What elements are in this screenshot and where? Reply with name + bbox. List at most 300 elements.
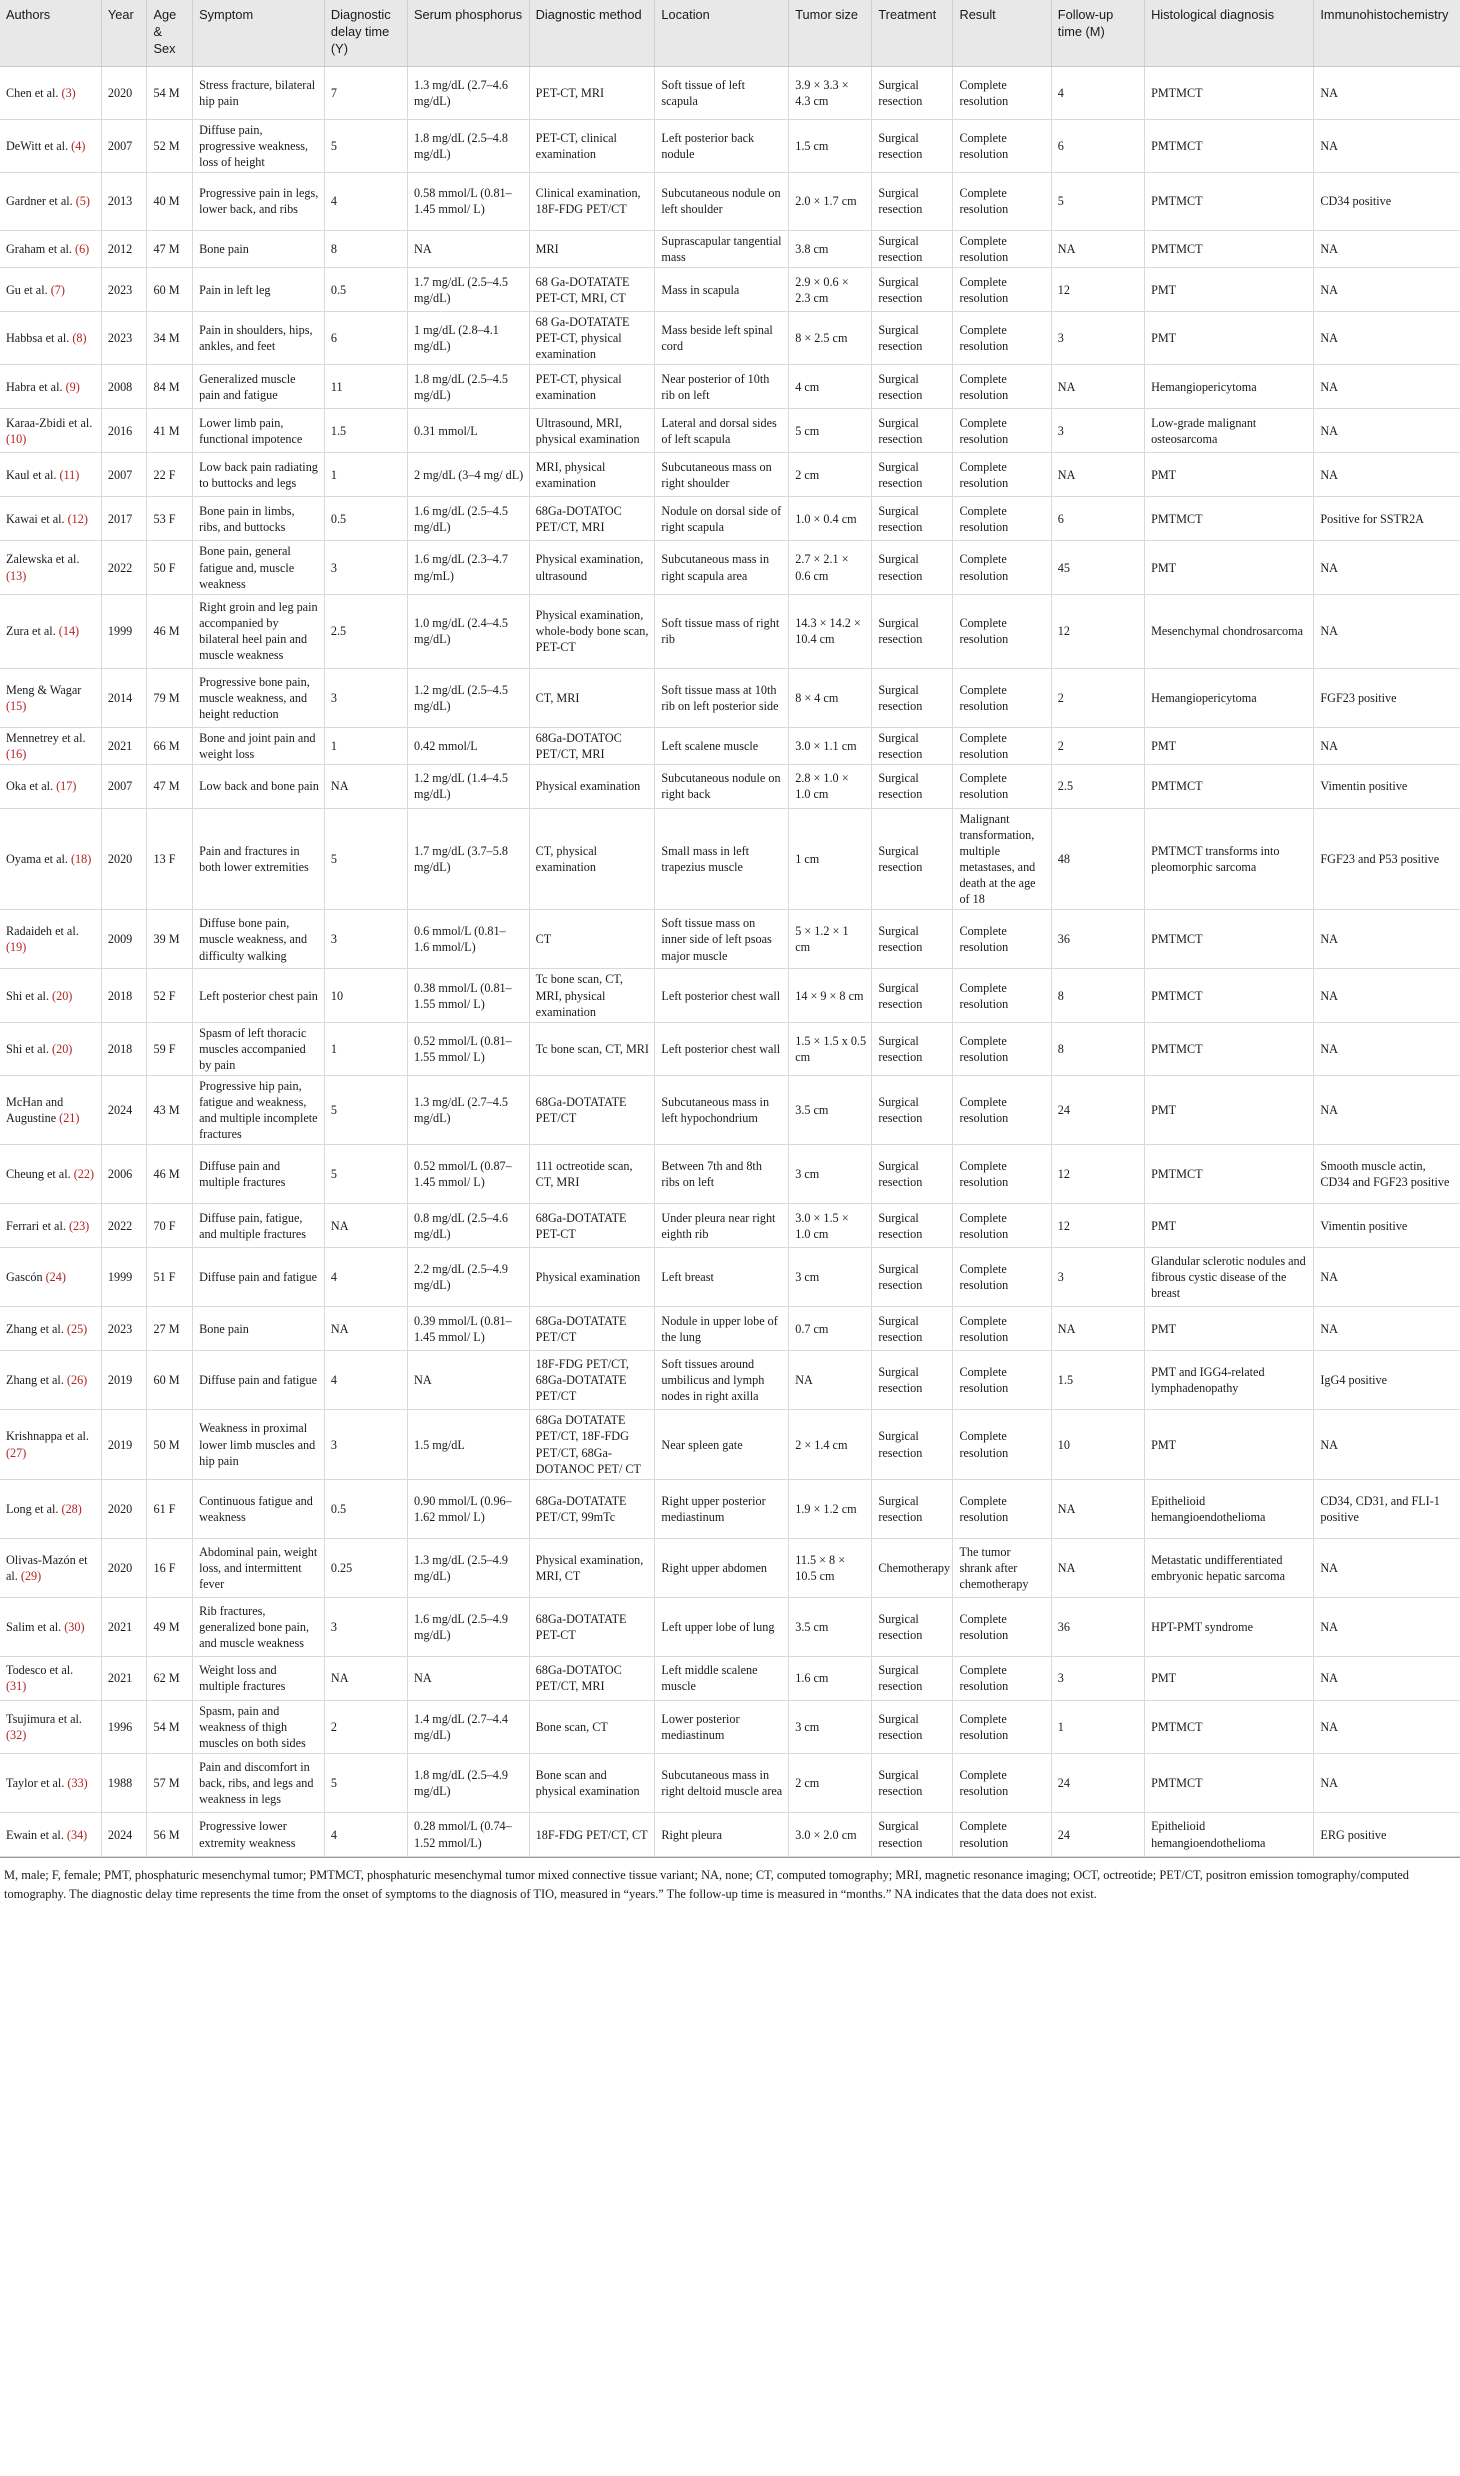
cell-tumor-size: 14 × 9 × 8 cm xyxy=(789,969,872,1022)
cell-age-sex: 66 M xyxy=(147,727,193,764)
cell-location: Suprascapular tangential mass xyxy=(655,230,789,267)
cell-diagnostic-method: Ultrasound, MRI, physical examination xyxy=(529,409,655,453)
cell-follow-up: 4 xyxy=(1051,66,1144,119)
cell-symptom: Lower limb pain, functional impotence xyxy=(193,409,325,453)
cell-immunohistochemistry: NA xyxy=(1314,594,1460,668)
cell-diagnostic-method: 68Ga DOTATATE PET/CT, 18F-FDG PET/CT, 68Ga-DOTANOC PET/ CT xyxy=(529,1410,655,1479)
cell-diagnostic-delay: 2.5 xyxy=(324,594,407,668)
cell-tumor-size: 14.3 × 14.2 × 10.4 cm xyxy=(789,594,872,668)
cell-age-sex: 39 M xyxy=(147,910,193,969)
cell-tumor-size: 3.0 × 1.5 × 1.0 cm xyxy=(789,1204,872,1248)
cell-diagnostic-delay: 0.5 xyxy=(324,268,407,312)
cell-treatment: Surgical resection xyxy=(872,119,953,172)
cell-symptom: Low back pain radiating to buttocks and legs xyxy=(193,453,325,497)
cell-serum-phosphorus: 1.6 mg/dL (2.3–4.7 mg/mL) xyxy=(408,541,530,594)
cell-immunohistochemistry: NA xyxy=(1314,312,1460,365)
cell-result: Complete resolution xyxy=(953,453,1051,497)
cell-authors xyxy=(0,66,101,119)
author-name: Krishnappa et al. xyxy=(6,1429,89,1444)
cell-treatment: Surgical resection xyxy=(872,365,953,409)
cell-follow-up: 1.5 xyxy=(1051,1351,1144,1410)
cell-diagnostic-delay: NA xyxy=(324,1656,407,1700)
author-name: Zura et al. xyxy=(6,624,56,639)
author-name: Graham et al. xyxy=(6,242,72,256)
table-row xyxy=(0,497,1460,541)
cell-age-sex: 41 M xyxy=(147,409,193,453)
cell-authors xyxy=(0,1813,101,1857)
cell-immunohistochemistry: NA xyxy=(1314,1076,1460,1145)
cell-result: Complete resolution xyxy=(953,910,1051,969)
cell-diagnostic-delay: 3 xyxy=(324,668,407,727)
cell-result: Complete resolution xyxy=(953,312,1051,365)
cell-symptom: Progressive pain in legs, lower back, and ribs xyxy=(193,172,325,230)
cell-location: Mass in scapula xyxy=(655,268,789,312)
cell-authors xyxy=(0,910,101,969)
cell-immunohistochemistry: CD34, CD31, and FLI-1 positive xyxy=(1314,1479,1460,1538)
cell-histological-diagnosis: Metastatic undifferentiated embryonic hepatic sarcoma xyxy=(1145,1538,1314,1597)
cell-tumor-size: 4 cm xyxy=(789,365,872,409)
reference-link[interactable]: (20) xyxy=(52,1041,73,1056)
cell-follow-up: 36 xyxy=(1051,1597,1144,1656)
cell-result: Complete resolution xyxy=(953,1351,1051,1410)
author-name: Kaul et al. xyxy=(6,467,57,482)
cell-serum-phosphorus: 1.3 mg/dL (2.7–4.5 mg/dL) xyxy=(408,1076,530,1145)
cell-immunohistochemistry: IgG4 positive xyxy=(1314,1351,1460,1410)
cell-follow-up: 24 xyxy=(1051,1813,1144,1857)
cell-location: Left scalene muscle xyxy=(655,727,789,764)
cell-year: 2019 xyxy=(101,1410,147,1479)
cell-location: Under pleura near right eighth rib xyxy=(655,1204,789,1248)
cell-tumor-size: 3.5 cm xyxy=(789,1076,872,1145)
cell-result: Complete resolution xyxy=(953,497,1051,541)
cell-year: 2020 xyxy=(101,66,147,119)
cell-histological-diagnosis: PMTMCT xyxy=(1145,1754,1314,1813)
reference-link[interactable]: (34) xyxy=(66,1827,88,1842)
cell-year: 2023 xyxy=(101,1307,147,1351)
header-immunohistochemistry: Immunohistochemistry xyxy=(1314,0,1460,66)
cell-location: Nodule in upper lobe of the lung xyxy=(655,1307,789,1351)
reference-link[interactable]: (5) xyxy=(75,194,90,209)
reference-link[interactable]: (10) xyxy=(6,431,27,446)
cell-symptom: Spasm of left thoracic muscles accompanied by pain xyxy=(193,1022,325,1075)
cell-serum-phosphorus: 0.8 mg/dL (2.5–4.6 mg/dL) xyxy=(408,1204,530,1248)
header-result: Result xyxy=(953,0,1051,66)
reference-link[interactable]: (13) xyxy=(6,568,27,583)
cell-location: Near spleen gate xyxy=(655,1410,789,1479)
table-row xyxy=(0,1538,1460,1597)
reference-link[interactable]: (26) xyxy=(66,1373,88,1388)
cell-year: 2023 xyxy=(101,268,147,312)
reference-link[interactable]: (7) xyxy=(50,282,65,297)
cell-symptom: Bone pain xyxy=(193,1307,325,1351)
table-row xyxy=(0,1307,1460,1351)
cell-follow-up: 3 xyxy=(1051,409,1144,453)
cell-result: The tumor shrank after chemotherapy xyxy=(953,1538,1051,1597)
reference-link[interactable]: (23) xyxy=(68,1218,90,1233)
cell-age-sex: 56 M xyxy=(147,1813,193,1857)
cell-follow-up: 3 xyxy=(1051,312,1144,365)
cell-histological-diagnosis: PMTMCT xyxy=(1145,172,1314,230)
cell-year: 2007 xyxy=(101,764,147,808)
cell-result: Complete resolution xyxy=(953,594,1051,668)
cell-immunohistochemistry: NA xyxy=(1314,66,1460,119)
cell-histological-diagnosis: Epithelioid hemangioendothelioma xyxy=(1145,1813,1314,1857)
reference-link[interactable]: (15) xyxy=(6,698,27,713)
cell-histological-diagnosis: PMT xyxy=(1145,453,1314,497)
cell-tumor-size: NA xyxy=(789,1351,872,1410)
cell-immunohistochemistry: NA xyxy=(1314,453,1460,497)
reference-link[interactable]: (17) xyxy=(56,779,77,794)
author-name: Gascón xyxy=(6,1270,43,1285)
cell-diagnostic-delay: 8 xyxy=(324,230,407,267)
cell-year: 2014 xyxy=(101,668,147,727)
reference-link[interactable]: (19) xyxy=(6,940,27,955)
table-row xyxy=(0,1410,1460,1479)
cell-authors xyxy=(0,1248,101,1307)
cell-serum-phosphorus: 0.38 mmol/L (0.81–1.55 mmol/ L) xyxy=(408,969,530,1022)
cell-treatment: Surgical resection xyxy=(872,727,953,764)
cell-symptom: Bone pain xyxy=(193,230,325,267)
cell-tumor-size: 2.7 × 2.1 × 0.6 cm xyxy=(789,541,872,594)
cell-year: 2012 xyxy=(101,230,147,267)
cell-serum-phosphorus: 2 mg/dL (3–4 mg/ dL) xyxy=(408,453,530,497)
cell-age-sex: 27 M xyxy=(147,1307,193,1351)
reference-link[interactable]: (4) xyxy=(71,138,86,153)
cell-symptom: Bone pain in limbs, ribs, and buttocks xyxy=(193,497,325,541)
table-row xyxy=(0,172,1460,230)
reference-link[interactable]: (3) xyxy=(61,85,76,100)
cell-symptom: Pain and fractures in both lower extremities xyxy=(193,808,325,910)
cell-immunohistochemistry: NA xyxy=(1314,1410,1460,1479)
cell-symptom: Generalized muscle pain and fatigue xyxy=(193,365,325,409)
cell-serum-phosphorus: NA xyxy=(408,1656,530,1700)
cell-immunohistochemistry: Vimentin positive xyxy=(1314,764,1460,808)
header-treatment: Treatment xyxy=(872,0,953,66)
table-row xyxy=(0,66,1460,119)
cell-tumor-size: 2.9 × 0.6 × 2.3 cm xyxy=(789,268,872,312)
reference-link[interactable]: (8) xyxy=(72,331,87,346)
reference-link[interactable]: (18) xyxy=(70,852,92,867)
cell-serum-phosphorus: 0.6 mmol/L (0.81– 1.6 mmol/L) xyxy=(408,910,530,969)
author-name: McHan and Augustine xyxy=(6,1095,64,1126)
cell-diagnostic-delay: 10 xyxy=(324,969,407,1022)
cell-treatment: Surgical resection xyxy=(872,1248,953,1307)
cell-age-sex: 79 M xyxy=(147,668,193,727)
reference-link[interactable]: (30) xyxy=(64,1619,85,1634)
cell-follow-up: 12 xyxy=(1051,594,1144,668)
header-row xyxy=(0,0,1460,66)
reference-link[interactable]: (22) xyxy=(73,1167,95,1182)
author-name: Gardner et al. xyxy=(6,194,73,209)
table-row xyxy=(0,668,1460,727)
cell-year: 2006 xyxy=(101,1145,147,1204)
cell-diagnostic-delay: 0.5 xyxy=(324,497,407,541)
table-body xyxy=(0,66,1460,1856)
cell-immunohistochemistry: NA xyxy=(1314,365,1460,409)
cell-location: Soft tissue mass at 10th rib on left posterior side xyxy=(655,668,789,727)
cell-diagnostic-delay: 4 xyxy=(324,172,407,230)
cell-authors xyxy=(0,1700,101,1753)
cell-diagnostic-method: 111 octreotide scan, CT, MRI xyxy=(529,1145,655,1204)
cell-diagnostic-delay: 5 xyxy=(324,1754,407,1813)
cell-histological-diagnosis: PMT xyxy=(1145,1307,1314,1351)
author-name: Oka et al. xyxy=(6,779,54,794)
cell-age-sex: 57 M xyxy=(147,1754,193,1813)
cell-histological-diagnosis: Glandular sclerotic nodules and fibrous cystic disease of the breast xyxy=(1145,1248,1314,1307)
author-name: Shi et al. xyxy=(6,1041,49,1056)
cell-symptom: Progressive lower extremity weakness xyxy=(193,1813,325,1857)
author-name: Olivas-Mazón et al. xyxy=(6,1552,88,1583)
cell-diagnostic-delay: 3 xyxy=(324,541,407,594)
table-row xyxy=(0,1754,1460,1813)
table-row xyxy=(0,910,1460,969)
cell-follow-up: 24 xyxy=(1051,1754,1144,1813)
cell-follow-up: 48 xyxy=(1051,808,1144,910)
cell-treatment: Surgical resection xyxy=(872,1204,953,1248)
cell-diagnostic-method: Physical examination, ultrasound xyxy=(529,541,655,594)
reference-link[interactable]: (20) xyxy=(52,988,73,1003)
cell-diagnostic-method: 68Ga-DOTATATE PET/CT xyxy=(529,1307,655,1351)
cell-age-sex: 51 F xyxy=(147,1248,193,1307)
cell-treatment: Surgical resection xyxy=(872,497,953,541)
cell-treatment: Chemotherapy xyxy=(872,1538,953,1597)
reference-link[interactable]: (25) xyxy=(66,1321,88,1336)
cell-serum-phosphorus: 1 mg/dL (2.8–4.1 mg/dL) xyxy=(408,312,530,365)
cell-location: Left posterior back nodule xyxy=(655,119,789,172)
author-name: Zhang et al. xyxy=(6,1321,64,1336)
cell-result: Complete resolution xyxy=(953,1076,1051,1145)
author-name: DeWitt et al. xyxy=(6,138,69,153)
cell-location: Left middle scalene muscle xyxy=(655,1656,789,1700)
cell-symptom: Progressive bone pain, muscle weakness, and height reduction xyxy=(193,668,325,727)
cell-tumor-size: 1 cm xyxy=(789,808,872,910)
cell-symptom: Continuous fatigue and weakness xyxy=(193,1479,325,1538)
table-row xyxy=(0,230,1460,267)
cell-symptom: Spasm, pain and weakness of thigh muscles on both sides xyxy=(193,1700,325,1753)
cell-year: 2021 xyxy=(101,727,147,764)
cell-location: Subcutaneous mass on right shoulder xyxy=(655,453,789,497)
reference-link[interactable]: (33) xyxy=(67,1776,88,1790)
cell-diagnostic-delay: 11 xyxy=(324,365,407,409)
reference-link[interactable]: (31) xyxy=(6,1679,27,1694)
reference-link[interactable]: (24) xyxy=(45,1270,66,1285)
cell-tumor-size: 1.5 cm xyxy=(789,119,872,172)
reference-link[interactable]: (28) xyxy=(61,1501,82,1516)
reference-link[interactable]: (9) xyxy=(65,379,80,394)
cell-year: 2022 xyxy=(101,1204,147,1248)
cell-follow-up: 3 xyxy=(1051,1656,1144,1700)
cell-serum-phosphorus: 1.8 mg/dL (2.5–4.5 mg/dL) xyxy=(408,365,530,409)
cell-diagnostic-delay: 0.25 xyxy=(324,1538,407,1597)
cell-histological-diagnosis: Low-grade malignant osteosarcoma xyxy=(1145,409,1314,453)
cell-serum-phosphorus: 1.4 mg/dL (2.7–4.4 mg/dL) xyxy=(408,1700,530,1753)
cell-follow-up: 2.5 xyxy=(1051,764,1144,808)
cell-symptom: Pain in shoulders, hips, ankles, and feet xyxy=(193,312,325,365)
table-row xyxy=(0,1248,1460,1307)
cell-age-sex: 59 F xyxy=(147,1022,193,1075)
cell-histological-diagnosis: PMT xyxy=(1145,1204,1314,1248)
cell-location: Left upper lobe of lung xyxy=(655,1597,789,1656)
reference-link[interactable]: (27) xyxy=(6,1445,27,1460)
cell-serum-phosphorus: 1.8 mg/dL (2.5–4.9 mg/dL) xyxy=(408,1754,530,1813)
reference-link[interactable]: (29) xyxy=(20,1568,42,1583)
cell-result: Complete resolution xyxy=(953,1307,1051,1351)
cell-result: Complete resolution xyxy=(953,1597,1051,1656)
cell-diagnostic-delay: 5 xyxy=(324,1076,407,1145)
reference-link[interactable]: (14) xyxy=(58,624,80,639)
cell-age-sex: 43 M xyxy=(147,1076,193,1145)
cell-symptom: Weight loss and multiple fractures xyxy=(193,1656,325,1700)
cell-immunohistochemistry: NA xyxy=(1314,1754,1460,1813)
cell-diagnostic-delay: 6 xyxy=(324,312,407,365)
cell-histological-diagnosis: PMTMCT xyxy=(1145,969,1314,1022)
table-row xyxy=(0,1076,1460,1145)
table-row xyxy=(0,969,1460,1022)
header-symptom: Symptom xyxy=(193,0,325,66)
cell-age-sex: 60 M xyxy=(147,1351,193,1410)
reference-link[interactable]: (21) xyxy=(59,1111,80,1126)
cell-diagnostic-delay: NA xyxy=(324,764,407,808)
cell-diagnostic-delay: 5 xyxy=(324,808,407,910)
reference-link[interactable]: (11) xyxy=(59,467,80,482)
cell-location: Right upper abdomen xyxy=(655,1538,789,1597)
cell-histological-diagnosis: HPT-PMT syndrome xyxy=(1145,1597,1314,1656)
cell-symptom: Rib fractures, generalized bone pain, and muscle weakness xyxy=(193,1597,325,1656)
cell-treatment: Surgical resection xyxy=(872,1754,953,1813)
cell-histological-diagnosis: PMTMCT xyxy=(1145,764,1314,808)
cell-year: 2020 xyxy=(101,808,147,910)
cell-authors xyxy=(0,1022,101,1075)
table-row xyxy=(0,764,1460,808)
table-row xyxy=(0,1656,1460,1700)
table-row xyxy=(0,365,1460,409)
cell-treatment: Surgical resection xyxy=(872,541,953,594)
cell-result: Complete resolution xyxy=(953,1656,1051,1700)
cell-diagnostic-method: Tc bone scan, CT, MRI xyxy=(529,1022,655,1075)
cell-result: Complete resolution xyxy=(953,1479,1051,1538)
cell-year: 1999 xyxy=(101,594,147,668)
cell-age-sex: 50 M xyxy=(147,1410,193,1479)
cell-tumor-size: 2.0 × 1.7 cm xyxy=(789,172,872,230)
cell-histological-diagnosis: PMTMCT xyxy=(1145,1700,1314,1753)
table-row xyxy=(0,1479,1460,1538)
cell-year: 2024 xyxy=(101,1076,147,1145)
cell-diagnostic-method: 68Ga-DOTATOC PET/CT, MRI xyxy=(529,1656,655,1700)
cell-tumor-size: 5 × 1.2 × 1 cm xyxy=(789,910,872,969)
cell-follow-up: 45 xyxy=(1051,541,1144,594)
cell-serum-phosphorus: 1.8 mg/dL (2.5–4.8 mg/dL) xyxy=(408,119,530,172)
cell-diagnostic-delay: NA xyxy=(324,1204,407,1248)
cell-diagnostic-method: Physical examination xyxy=(529,764,655,808)
cell-age-sex: 13 F xyxy=(147,808,193,910)
reference-link[interactable]: (32) xyxy=(6,1727,27,1742)
table-row xyxy=(0,541,1460,594)
cell-location: Left posterior chest wall xyxy=(655,1022,789,1075)
cell-histological-diagnosis: Hemangiopericytoma xyxy=(1145,668,1314,727)
cell-tumor-size: 3.8 cm xyxy=(789,230,872,267)
cell-result: Complete resolution xyxy=(953,1248,1051,1307)
cell-follow-up: NA xyxy=(1051,1538,1144,1597)
cell-histological-diagnosis: Hemangiopericytoma xyxy=(1145,365,1314,409)
cell-histological-diagnosis: PMT xyxy=(1145,312,1314,365)
cell-symptom: Right groin and leg pain accompanied by bilateral heel pain and muscle weakness xyxy=(193,594,325,668)
cell-histological-diagnosis: Mesenchymal chondrosarcoma xyxy=(1145,594,1314,668)
cell-result: Complete resolution xyxy=(953,409,1051,453)
cell-treatment: Surgical resection xyxy=(872,764,953,808)
cell-diagnostic-method: MRI, physical examination xyxy=(529,453,655,497)
cell-diagnostic-delay: 1 xyxy=(324,1022,407,1075)
cell-serum-phosphorus: NA xyxy=(408,230,530,267)
cell-authors xyxy=(0,365,101,409)
header-histological-diagnosis: Histological diagnosis xyxy=(1145,0,1314,66)
author-name: Zhang et al. xyxy=(6,1373,64,1388)
cell-authors xyxy=(0,1597,101,1656)
cell-symptom: Pain in left leg xyxy=(193,268,325,312)
cell-age-sex: 49 M xyxy=(147,1597,193,1656)
cell-symptom: Progressive hip pain, fatigue and weakness, and multiple incomplete fractures xyxy=(193,1076,325,1145)
cell-age-sex: 84 M xyxy=(147,365,193,409)
author-name: Karaa-Zbidi et al. xyxy=(6,415,93,430)
cell-location: Soft tissue mass of right rib xyxy=(655,594,789,668)
cell-location: Lower posterior mediastinum xyxy=(655,1700,789,1753)
cell-treatment: Surgical resection xyxy=(872,1022,953,1075)
cell-treatment: Surgical resection xyxy=(872,66,953,119)
cell-follow-up: NA xyxy=(1051,453,1144,497)
cell-result: Complete resolution xyxy=(953,1754,1051,1813)
author-name: Zalewska et al. xyxy=(6,552,80,567)
reference-link[interactable]: (12) xyxy=(67,511,88,526)
cell-tumor-size: 3.0 × 2.0 cm xyxy=(789,1813,872,1857)
cell-age-sex: 16 F xyxy=(147,1538,193,1597)
cell-immunohistochemistry: ERG positive xyxy=(1314,1813,1460,1857)
cell-tumor-size: 5 cm xyxy=(789,409,872,453)
cell-diagnostic-method: Physical examination, whole-body bone scan, PET-CT xyxy=(529,594,655,668)
cell-year: 2007 xyxy=(101,119,147,172)
cell-treatment: Surgical resection xyxy=(872,230,953,267)
cell-tumor-size: 0.7 cm xyxy=(789,1307,872,1351)
cell-diagnostic-delay: 3 xyxy=(324,1410,407,1479)
cell-location: Mass beside left spinal cord xyxy=(655,312,789,365)
table-row xyxy=(0,119,1460,172)
cell-authors xyxy=(0,1204,101,1248)
cell-serum-phosphorus: 0.58 mmol/L (0.81–1.45 mmol/ L) xyxy=(408,172,530,230)
table-row xyxy=(0,1145,1460,1204)
cell-result: Complete resolution xyxy=(953,727,1051,764)
cell-result: Complete resolution xyxy=(953,1813,1051,1857)
reference-link[interactable]: (6) xyxy=(75,242,90,256)
cell-serum-phosphorus: 0.42 mmol/L xyxy=(408,727,530,764)
cell-diagnostic-method: Clinical examination, 18F-FDG PET/CT xyxy=(529,172,655,230)
cell-diagnostic-method: PET-CT, clinical examination xyxy=(529,119,655,172)
cell-diagnostic-method: CT, MRI xyxy=(529,668,655,727)
cell-serum-phosphorus: 1.6 mg/dL (2.5–4.5 mg/dL) xyxy=(408,497,530,541)
cell-treatment: Surgical resection xyxy=(872,1076,953,1145)
cell-tumor-size: 2 × 1.4 cm xyxy=(789,1410,872,1479)
cell-histological-diagnosis: PMTMCT xyxy=(1145,497,1314,541)
cell-tumor-size: 3.0 × 1.1 cm xyxy=(789,727,872,764)
cell-location: Soft tissue of left scapula xyxy=(655,66,789,119)
cell-authors xyxy=(0,172,101,230)
cell-age-sex: 46 M xyxy=(147,594,193,668)
cell-result: Malignant transformation, multiple metastases, and death at the age of 18 xyxy=(953,808,1051,910)
cell-authors xyxy=(0,1076,101,1145)
cell-authors xyxy=(0,1351,101,1410)
table-row xyxy=(0,312,1460,365)
cell-treatment: Surgical resection xyxy=(872,1351,953,1410)
cell-serum-phosphorus: 0.39 mmol/L (0.81–1.45 mmol/ L) xyxy=(408,1307,530,1351)
cell-location: Soft tissue mass on inner side of left psoas major muscle xyxy=(655,910,789,969)
reference-link[interactable]: (16) xyxy=(6,746,27,761)
